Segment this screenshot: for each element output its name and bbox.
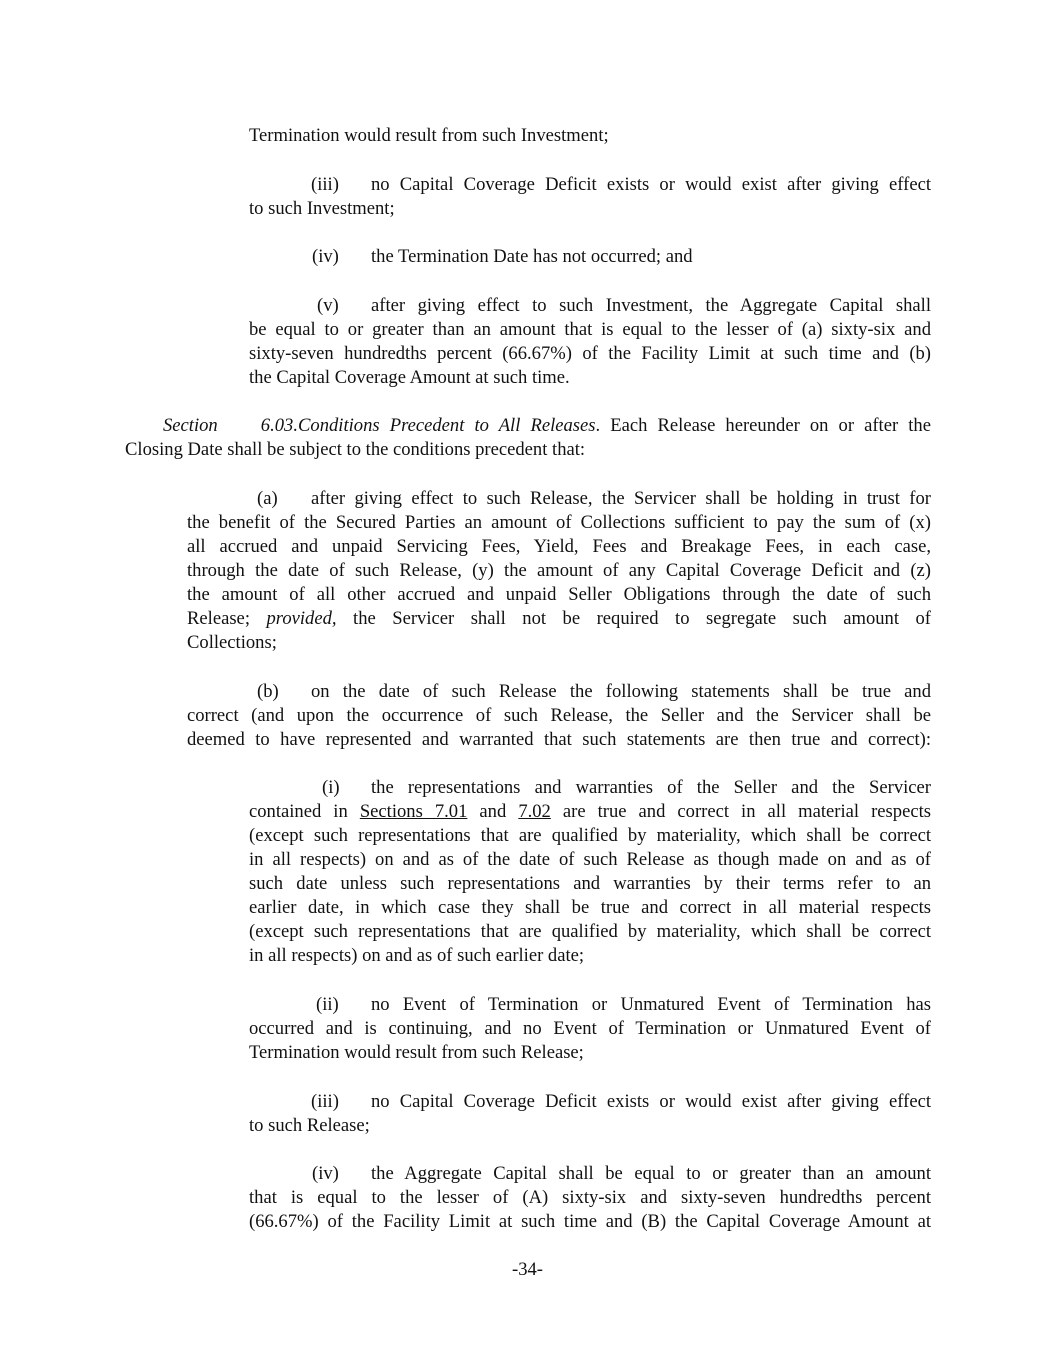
text-line [249,294,931,318]
text-line [187,607,931,631]
text-line [249,245,931,269]
clause-b-ii [249,993,931,1065]
text-line: Collections; [187,632,277,653]
proviso-term: provided, [266,608,337,629]
text-line: in all respects) on and as of the date of such Release as though made on and as of [249,849,931,870]
clause-text: no Event of Termination or Unmatured Event of Termination has [371,994,931,1015]
text-line: correct (and upon the occurrence of such Release, the Seller and the Servicer shall be [187,705,931,726]
text-line [249,776,931,800]
clause-number: (a) [257,488,278,509]
clause-text: after giving effect to such Release, the Servicer shall be holding in trust for [311,488,931,509]
text-line: to such Release; [249,1115,370,1136]
section-6-03 [125,414,931,462]
text-line: Termination would result from such Release; [249,1042,584,1063]
text-line [249,173,931,197]
text-line: through the date of such Release, (y) the amount of any Capital Coverage Deficit and (z) [187,560,931,581]
page-number: -34- [512,1259,543,1280]
clause-text: no Capital Coverage Deficit exists or would exist after giving effect [371,174,931,195]
text-line [187,680,931,704]
text-line [187,487,931,511]
clause-b-iii [249,1090,931,1138]
text-line [249,1090,931,1114]
clause-number: (iii) [311,174,339,195]
clause-number: (b) [257,681,279,702]
section-reference-link[interactable]: 7.02 [518,801,551,822]
clause-text: are true and correct in all material respects [562,801,931,822]
text-line: be equal to or greater than an amount that is equal to the lesser of (a) sixty-six and [249,319,931,340]
text-line: (66.67%) of the Facility Limit at such time and (B) the Capital Coverage Amount at [249,1211,931,1232]
text-line: earlier date, in which case they shall be true and correct in all material respects [249,897,931,918]
text-line: Closing Date shall be subject to the conditions precedent that: [125,439,586,460]
clause-number: (i) [322,777,340,798]
section-reference-link[interactable]: Sections 7.01 [359,801,468,822]
clause-text: the Aggregate Capital shall be equal to or greater than an amount [371,1163,931,1184]
clause-text: contained in [249,801,348,822]
text-line: occurred and is continuing, and no Event of Termination or Unmatured Event of [249,1018,931,1039]
clause-iv-termination-date [249,245,931,269]
clause-v-aggregate-capital [249,294,931,390]
text-line [249,800,931,824]
section-text: . Each Release hereunder on or after the [595,415,931,436]
text-line: deemed to have represented and warranted that such statements are then true and correct): [187,729,931,750]
clause-b-i [249,776,931,968]
text-line [249,993,931,1017]
clause-text: after giving effect to such Investment, the Aggregate Capital shall [371,295,931,316]
clause-number: (iv) [312,246,339,267]
section-number: Section 6.03. [163,415,298,436]
text-line: such date unless such representations and warranties by their terms refer to an [249,873,931,894]
clause-b [187,680,931,752]
text-line: Termination would result from such Investment; [249,125,609,146]
clause-text: the Termination Date has not occurred; and [371,246,693,267]
clause-number: (iv) [312,1163,339,1184]
clause-text: the Servicer shall not be required to segregate such amount of [353,608,931,629]
clause-a [187,487,931,655]
text-line: the amount of all other accrued and unpaid Seller Obligations through the date of such [187,584,931,605]
text-line: (except such representations that are qualified by materiality, which shall be correct [249,921,931,942]
clause-b-iv [249,1162,931,1234]
paragraph-continuation [249,124,931,148]
text-line [125,414,931,438]
text-line: the Capital Coverage Amount at such time. [249,367,570,388]
text-line: that is equal to the lesser of (A) sixty-six and sixty-seven hundredths percent [249,1187,931,1208]
clause-text: and [479,801,507,822]
text-line: (except such representations that are qualified by materiality, which shall be correct [249,825,931,846]
text-line: all accrued and unpaid Servicing Fees, Yield, Fees and Breakage Fees, in each case, [187,536,931,557]
text-line: the benefit of the Secured Parties an amount of Collections sufficient to pay the sum of (x) [187,512,931,533]
clause-iii-investment [249,173,931,221]
clause-text: Release; [187,608,250,629]
section-title: Conditions Precedent to All Releases [298,415,596,436]
clause-text: the representations and warranties of the Seller and the Servicer [371,777,931,798]
clause-number: (v) [317,295,339,316]
text-line: sixty-seven hundredths percent (66.67%) of the Facility Limit at such time and (b) [249,343,931,364]
text-line: in all respects) on and as of such earlier date; [249,945,585,966]
text-line [249,1162,931,1186]
clause-text: on the date of such Release the following statements shall be true and [311,681,931,702]
clause-text: no Capital Coverage Deficit exists or would exist after giving effect [371,1091,931,1112]
clause-number: (ii) [316,994,339,1015]
clause-number: (iii) [311,1091,339,1112]
text-line: to such Investment; [249,198,395,219]
